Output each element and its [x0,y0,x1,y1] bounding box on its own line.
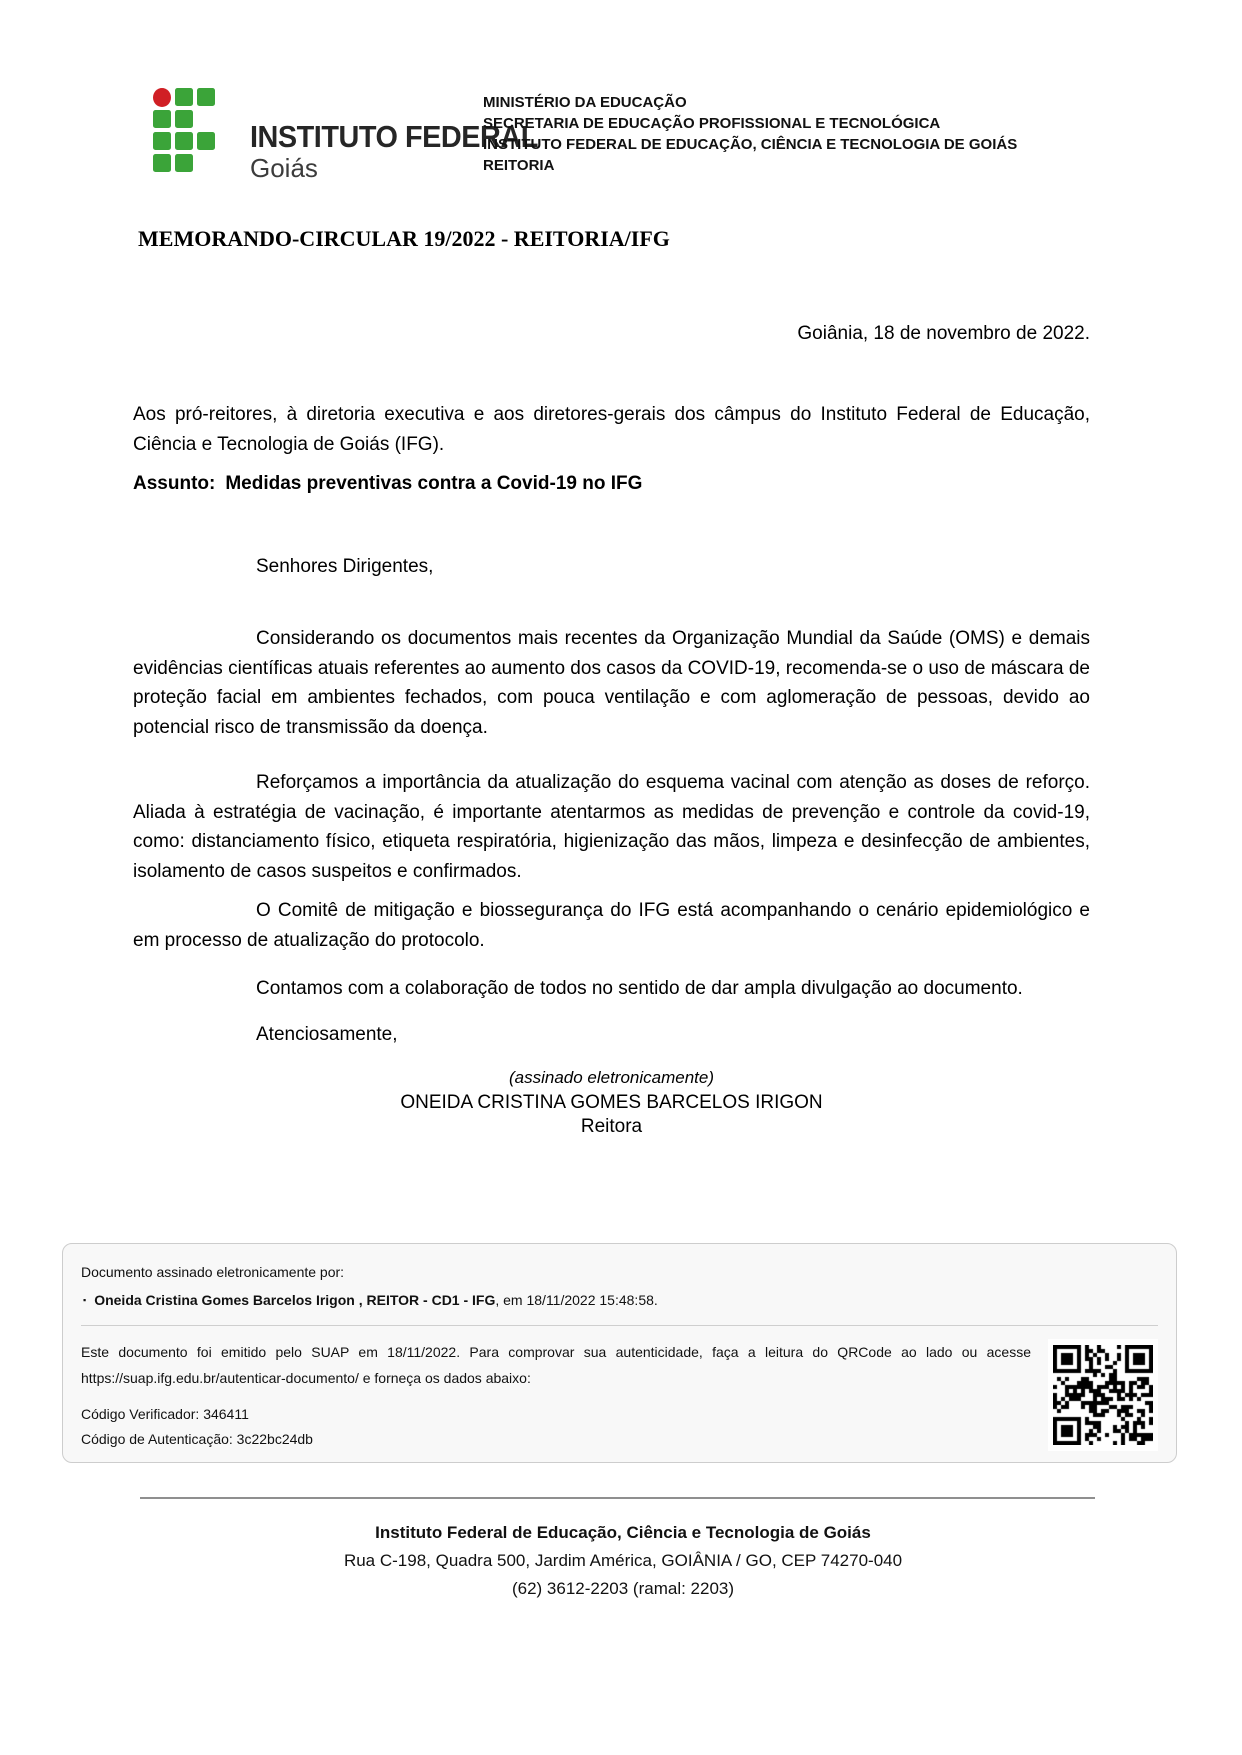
signer-datetime: , em 18/11/2022 15:48:58. [495,1292,658,1308]
qr-code [1048,1339,1158,1451]
footer-divider [140,1497,1095,1499]
signer-list-item [81,1292,1158,1308]
ifg-logo-mark [153,88,243,178]
memo-subject [133,473,1090,495]
memo-paragraph: O Comitê de mitigação e biossegurança do IFG está acompanhando o cenário epidemiológico e em processo de atualização do protocolo. [133,900,1090,951]
signer-text [94,1292,658,1308]
memo-closing: Atenciosamente, [256,1024,398,1045]
footer [133,1519,1113,1603]
electronic-signature-box [62,1243,1177,1463]
authenticity-text: Este documento foi emitido pelo SUAP em 18/11/2022. Para comprovar sua autenticidade, faça a leitura do QRCode ao lado ou acesse https://suap.ifg.edu.br/autenticar-documento/ e forneça os dados abaixo: [81,1344,1031,1386]
memo-title: MEMORANDO-CIRCULAR 19/2022 - REITORIA/IFG [138,226,670,251]
signature-role: Reitora [580,1116,643,1137]
letterhead-institution: INSTITUTO FEDERAL DE EDUCAÇÃO, CIÊNCIA E TECNOLOGIA DE GOIÁS [483,136,1018,153]
subject-text: Medidas preventivas contra a Covid-19 no IFG [225,473,643,494]
verifier-code-label: Código Verificador: [81,1406,200,1422]
memo-paragraph: Contamos com a colaboração de todos no sentido de dar ampla divulgação ao documento. [256,978,1023,999]
signature-name: ONEIDA CRISTINA GOMES BARCELOS IRIGON [400,1091,823,1113]
signature-box-heading: Documento assinado eletronicamente por: [81,1264,345,1280]
footer-address: Rua C-198, Quadra 500, Jardim América, GOIÂNIA / GO, CEP 74270-040 [343,1551,903,1570]
logo-brand-name: INSTITUTO FEDERAL [250,119,538,154]
signature-note: (assinado eletronicamente) [508,1068,715,1087]
auth-code-line [81,1427,1158,1452]
memo-paragraph: Reforçamos a importância da atualização do esquema vacinal com atenção as doses de reforço. Aliada à estratégia de vacinação, é importante atentarmos as medidas de prevenção e controle da covid-19, como: distanciamento físico, etiqueta respiratória, higienização das mãos, limpeza e desinfecção de ambientes, isolamento de casos suspeitos e confirmados. [133,772,1090,882]
signature-box-divider [81,1325,1158,1326]
footer-phone: (62) 3612-2203 (ramal: 2203) [511,1579,735,1598]
qr-code-image [1053,1345,1153,1445]
verifier-code-value: 346411 [203,1406,249,1422]
signer-name-role: Oneida Cristina Gomes Barcelos Irigon , REITOR - CD1 - IFG [94,1292,496,1308]
auth-code-value: 3c22bc24db [236,1431,313,1447]
memo-salutation: Senhores Dirigentes, [256,556,434,577]
letterhead-ministry: MINISTÉRIO DA EDUCAÇÃO [483,94,687,111]
signature-block [133,1066,1090,1140]
letterhead-rectorate: REITORIA [483,157,555,174]
auth-code-label: Código de Autenticação: [81,1431,233,1447]
letterhead-block [483,92,1017,176]
bullet-square-icon: ▪ [83,1295,87,1305]
subject-label: Assunto: [133,473,216,494]
memo-addressee: Aos pró-reitores, à diretoria executiva e aos diretores-gerais dos câmpus do Instituto Federal de Educação, Ciência e Tecnologia de Goiás (IFG). [133,404,1090,455]
verification-codes [81,1402,1158,1452]
memo-dateline: Goiânia, 18 de novembro de 2022. [797,323,1090,344]
verifier-code-line [81,1402,1158,1427]
letterhead-secretariat: SECRETARIA DE EDUCAÇÃO PROFISSIONAL E TECNOLÓGICA [483,115,941,132]
logo-brand-region: Goiás [250,153,318,183]
memo-paragraph: Considerando os documentos mais recentes da Organização Mundial da Saúde (OMS) e demais evidências científicas atuais referentes ao aumento dos casos da COVID-19, recomenda-se o uso de máscara de proteção facial em ambientes fechados, com pouca ventilação e com aglomeração de pessoas, devido ao potencial risco de transmissão da doença. [133,628,1090,738]
footer-institution: Instituto Federal de Educação, Ciência e Tecnologia de Goiás [375,1523,871,1542]
